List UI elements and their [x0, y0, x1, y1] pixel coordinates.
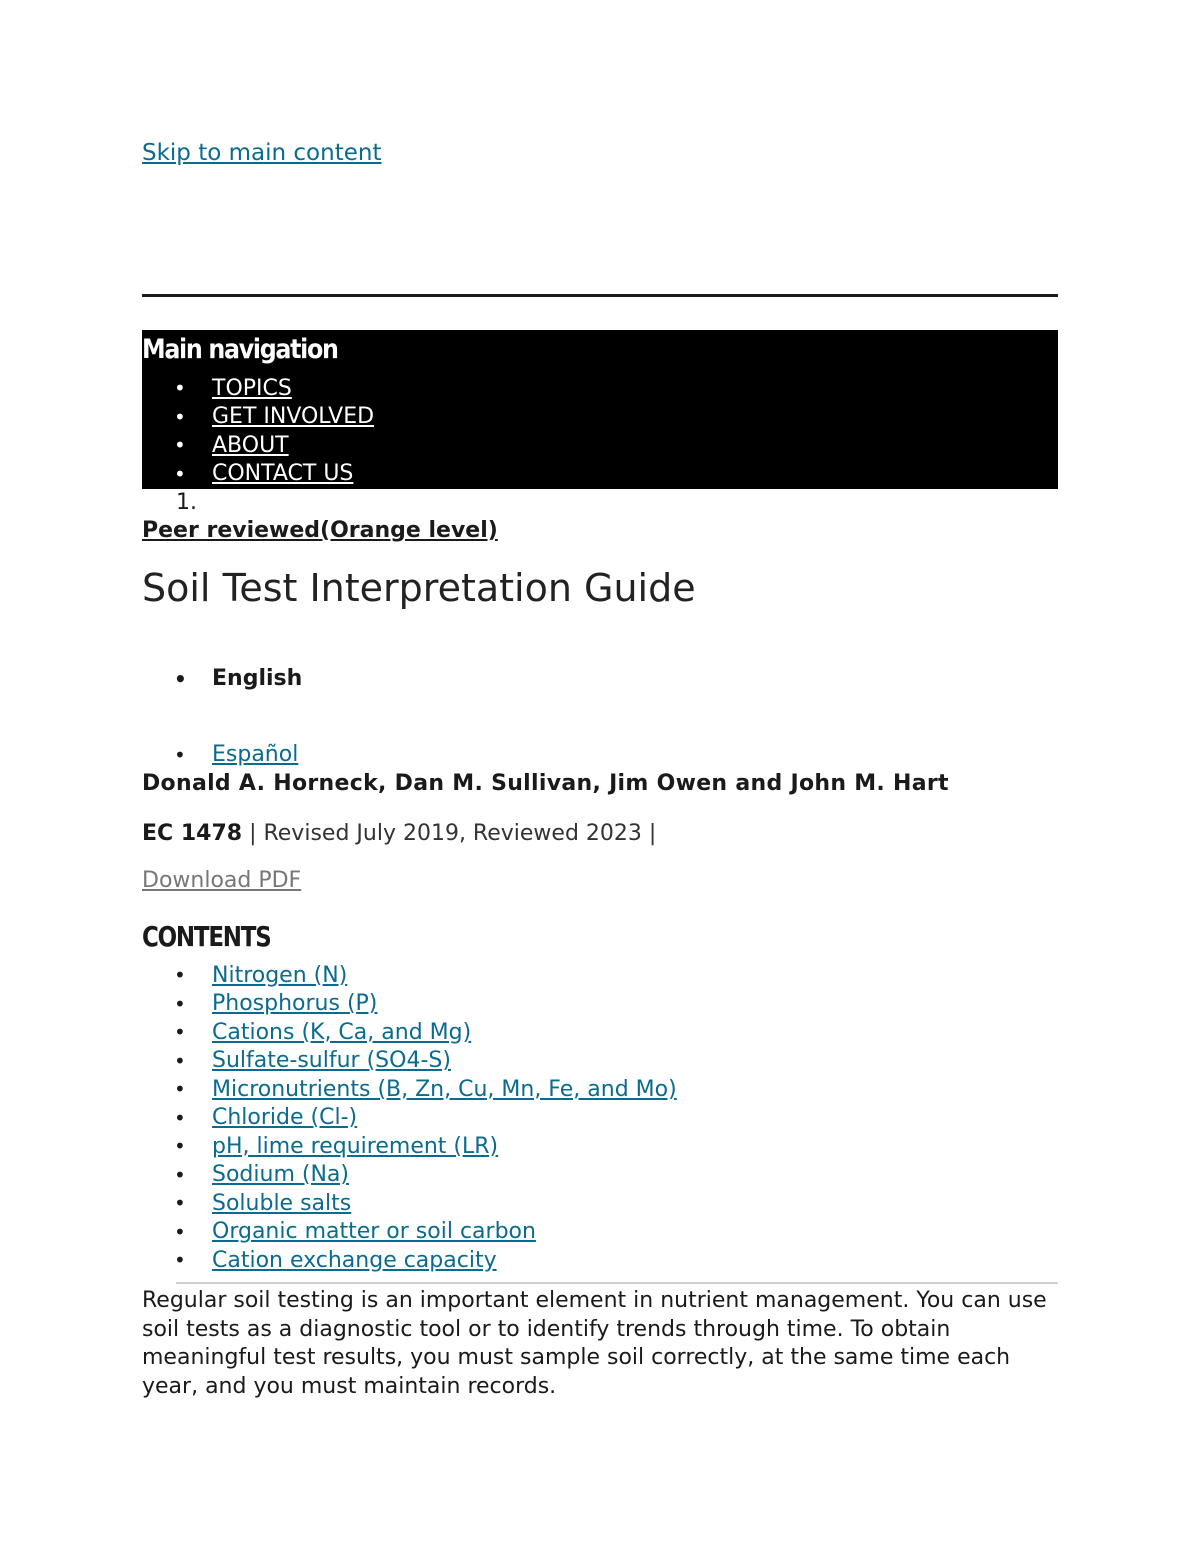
publication-meta: [142, 821, 656, 846]
toc-link-organic-matter[interactable]: Organic matter or soil carbon: [212, 1219, 536, 1245]
bullet-icon: •: [174, 963, 186, 988]
bullet-icon: •: [174, 1162, 186, 1187]
toc-link-ph-lime[interactable]: pH, lime requirement (LR): [212, 1133, 499, 1159]
language-item-espanol: [142, 742, 298, 767]
bullet-icon: •: [174, 1077, 186, 1102]
nav-heading: Main navigation: [142, 334, 338, 365]
publication-dates: | Revised July 2019, Reviewed 2023 |: [242, 821, 657, 846]
toc-item: [142, 1189, 677, 1218]
bullet-icon: •: [174, 1020, 186, 1045]
bullet-icon: •: [174, 1105, 186, 1130]
toc-link-phosphorus[interactable]: Phosphorus (P): [212, 991, 378, 1017]
bullet-icon: •: [174, 991, 186, 1016]
intro-paragraph: Regular soil testing is an important element in nutrient management. You can use soil tests as a diagnostic tool or to identify trends through time. To obtain meaningful test results, you must sample soil correctly, at the same time each year, and you must maintain records.: [142, 1288, 1047, 1399]
nav-item-get-involved: [142, 403, 374, 432]
toc-item: [142, 990, 677, 1019]
toc-link-cec[interactable]: Cation exchange capacity: [212, 1247, 497, 1273]
toc-link-sulfate-sulfur[interactable]: Sulfate-sulfur (SO4-S): [212, 1048, 451, 1074]
nav-list: [142, 374, 374, 488]
toc-link-nitrogen[interactable]: Nitrogen (N): [212, 962, 348, 988]
toc-item: [142, 1246, 677, 1275]
language-item-english: [142, 666, 302, 691]
bullet-icon: •: [174, 376, 186, 401]
header-divider: [142, 294, 1058, 297]
nav-link-get-involved[interactable]: GET INVOLVED: [212, 404, 375, 430]
bullet-icon: •: [174, 666, 187, 691]
skip-to-main-link[interactable]: Skip to main content: [142, 140, 382, 166]
toc-item: [142, 961, 677, 990]
toc-link-soluble-salts[interactable]: Soluble salts: [212, 1190, 352, 1216]
contents-divider: [176, 1282, 1058, 1284]
toc-link-micronutrients[interactable]: Micronutrients (B, Zn, Cu, Mn, Fe, and Mo): [212, 1076, 677, 1102]
language-link-espanol[interactable]: Español: [212, 742, 299, 767]
language-current: English: [212, 666, 303, 691]
bullet-icon: •: [174, 1048, 186, 1073]
page-title: Soil Test Interpretation Guide: [142, 566, 696, 610]
publication-code: EC 1478: [142, 821, 243, 846]
authors: Donald A. Horneck, Dan M. Sullivan, Jim Owen and John M. Hart: [142, 771, 949, 796]
bullet-icon: •: [174, 433, 186, 458]
toc-link-sodium[interactable]: Sodium (Na): [212, 1162, 349, 1188]
toc-link-cations[interactable]: Cations (K, Ca, and Mg): [212, 1019, 472, 1045]
breadcrumb-number: 1.: [176, 490, 197, 515]
bullet-icon: •: [174, 404, 186, 429]
nav-link-topics[interactable]: TOPICS: [212, 375, 292, 401]
table-of-contents: [142, 961, 677, 1275]
nav-link-about[interactable]: ABOUT: [212, 432, 289, 458]
nav-link-contact-us[interactable]: CONTACT US: [212, 461, 354, 487]
download-pdf-link[interactable]: Download PDF: [142, 868, 302, 893]
bullet-icon: •: [174, 742, 186, 767]
contents-heading: CONTENTS: [142, 920, 271, 953]
toc-item: [142, 1075, 677, 1104]
toc-item: [142, 1161, 677, 1190]
toc-item: [142, 1047, 677, 1076]
bullet-icon: •: [174, 1134, 186, 1159]
toc-item: [142, 1218, 677, 1247]
nav-item-about: [142, 431, 374, 460]
bullet-icon: •: [174, 1191, 186, 1216]
bullet-icon: •: [174, 1248, 186, 1273]
main-navigation: [142, 330, 1058, 489]
toc-item: [142, 1018, 677, 1047]
nav-item-contact-us: [142, 460, 374, 489]
toc-item: [142, 1132, 677, 1161]
toc-link-chloride[interactable]: Chloride (Cl-): [212, 1105, 358, 1131]
bullet-icon: •: [174, 461, 186, 486]
nav-item-topics: [142, 374, 374, 403]
toc-item: [142, 1104, 677, 1133]
review-badge[interactable]: Peer reviewed(Orange level): [142, 518, 498, 543]
bullet-icon: •: [174, 1219, 186, 1244]
